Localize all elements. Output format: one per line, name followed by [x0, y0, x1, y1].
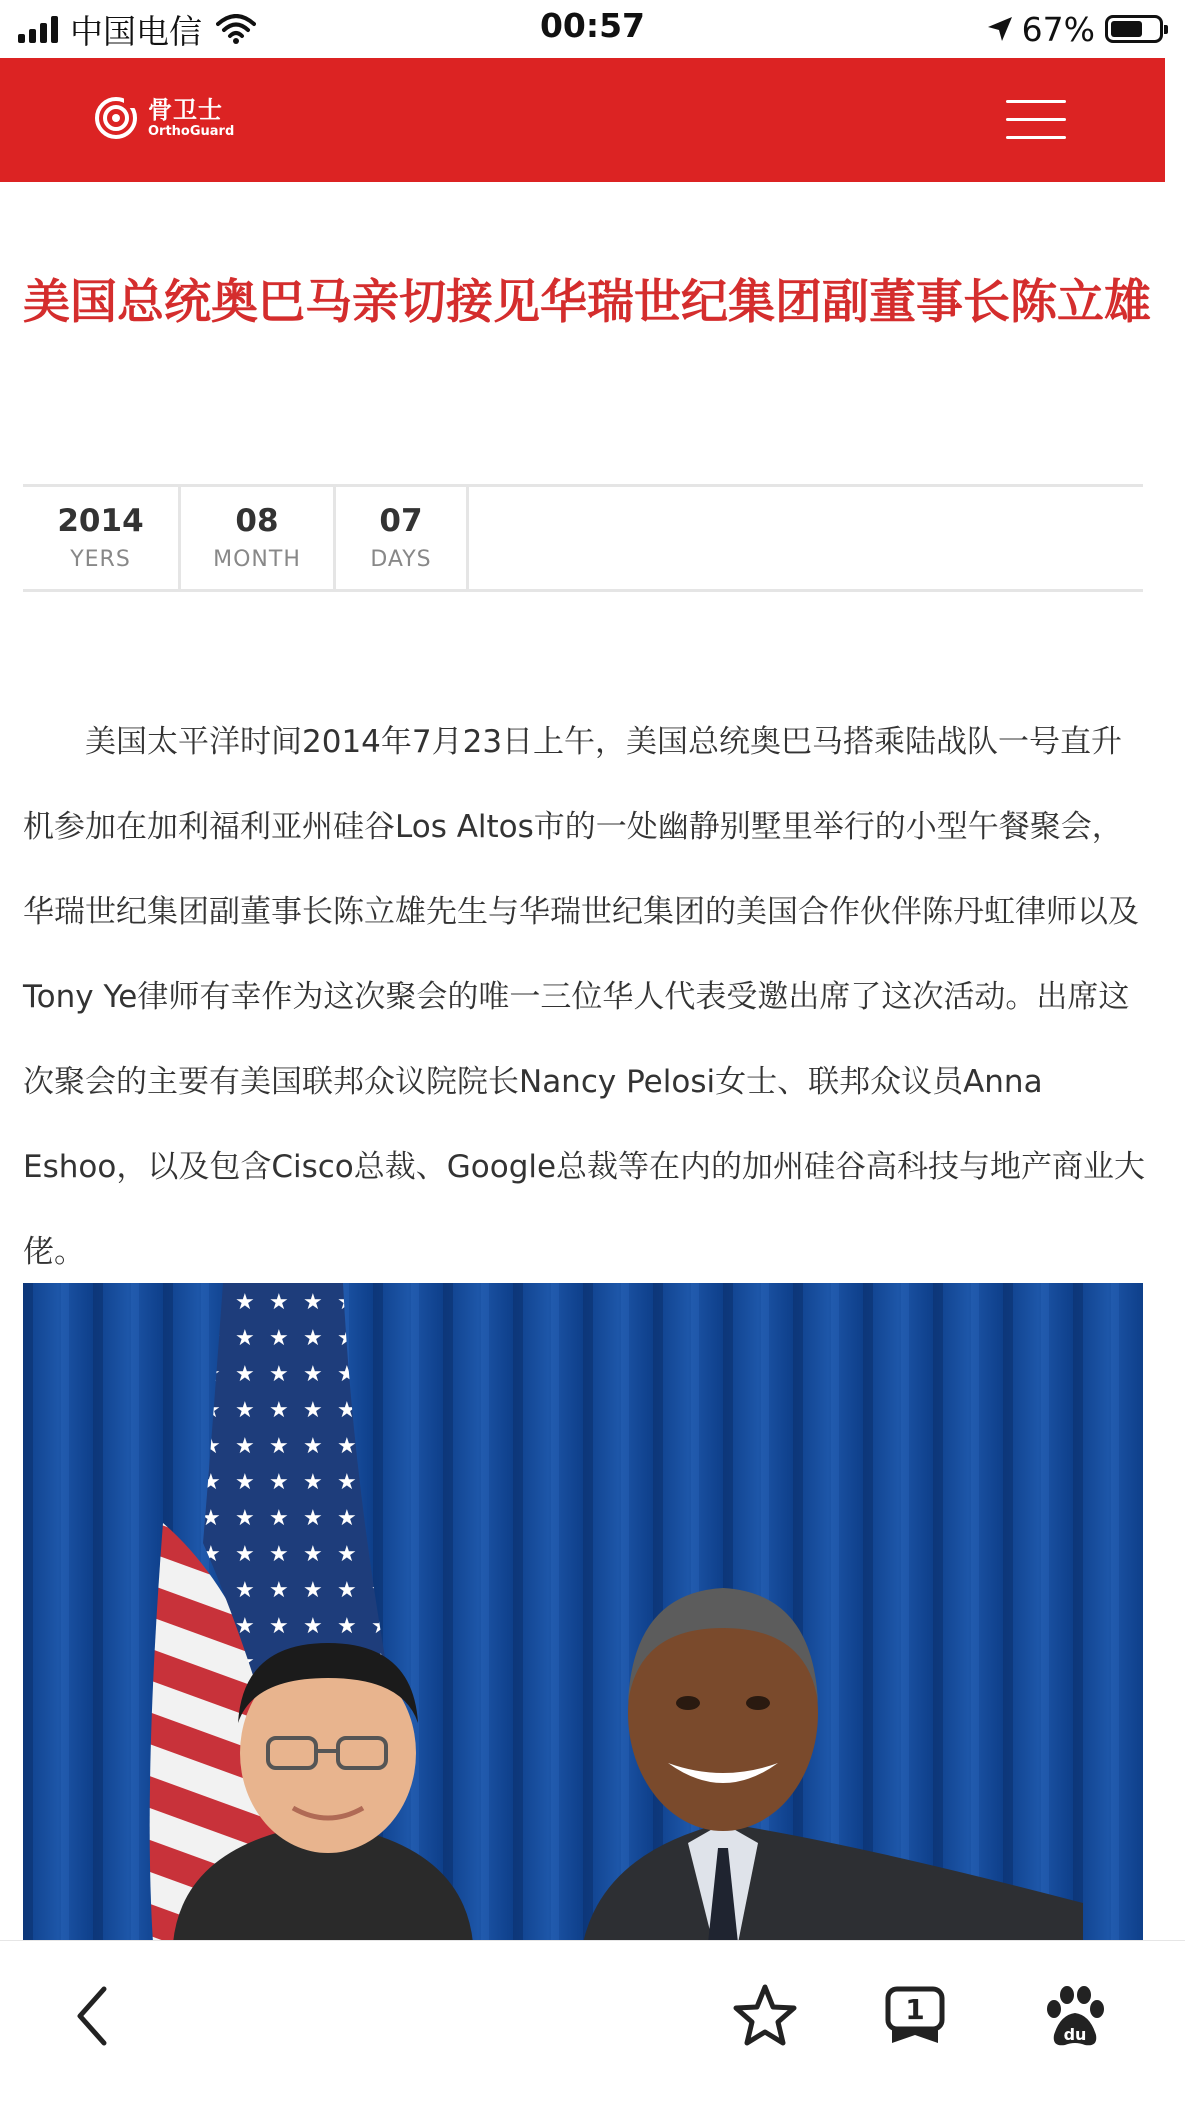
logo-chinese-name: 骨卫士: [148, 96, 223, 124]
baidu-button[interactable]: [1040, 1981, 1110, 2051]
article-body: 美国太平洋时间2014年7月23日上午，美国总统奥巴马搭乘陆战队一号直升机参加在加利福利亚州硅谷Los Altos市的一处幽静别墅里举行的小型午餐聚会，华瑞世纪集团副董事长陈立雄先生与华瑞世纪集团的美国合作伙伴陈丹虹律师以及Tony Ye律师有幸作为这次聚会的唯一三位华人代表受邀出席了这次活动。出席这次聚会的主要有美国联邦众议院院长Nancy Pelosi女士、联邦众议员Anna Eshoo，以及包含Cisco总裁、Google总裁等在内的加州硅谷高科技与地产商业大佬。: [23, 724, 1146, 1270]
tab-count: 1: [905, 1993, 925, 2026]
status-bar: [0, 0, 1185, 58]
date-day: [336, 487, 469, 589]
tabs-icon: [880, 1981, 950, 2051]
location-arrow-icon: [986, 15, 1014, 43]
date-day-value: 07: [379, 503, 423, 539]
menu-button[interactable]: [1002, 90, 1072, 150]
date-month-value: 08: [235, 503, 279, 539]
bookmark-button[interactable]: [730, 1981, 800, 2051]
date-year: [23, 487, 181, 589]
date-month: [181, 487, 336, 589]
tabs-button[interactable]: [880, 1981, 950, 2051]
article-title: 美国总统奥巴马亲切接见华瑞世纪集团副董事长陈立雄: [23, 275, 1151, 330]
browser-toolbar: [0, 1940, 1185, 2108]
baidu-paw-icon: [1040, 1981, 1110, 2051]
date-month-label: MONTH: [213, 547, 301, 572]
back-button[interactable]: [60, 1981, 130, 2051]
photo-illustration: [23, 1283, 1143, 1943]
carrier-name: 中国电信: [70, 11, 202, 51]
article-photo[interactable]: [23, 1283, 1143, 1943]
date-year-label: YERS: [70, 547, 131, 572]
svg-text:du: du: [1063, 2025, 1087, 2044]
site-header: [0, 58, 1165, 182]
battery-percent: 67%: [1021, 9, 1095, 49]
logo-english-name: OrthoGuard: [148, 124, 235, 139]
date-day-label: DAYS: [370, 547, 432, 572]
clock: 00:57: [539, 6, 646, 45]
battery-icon: [1105, 15, 1163, 43]
site-logo[interactable]: [94, 96, 234, 140]
status-right: [986, 8, 1163, 50]
article-date: [23, 484, 1143, 592]
date-year-value: 2014: [57, 503, 144, 539]
logo-mark-icon: [94, 96, 138, 140]
chevron-left-icon: [60, 1981, 130, 2051]
star-icon: [730, 1981, 800, 2051]
